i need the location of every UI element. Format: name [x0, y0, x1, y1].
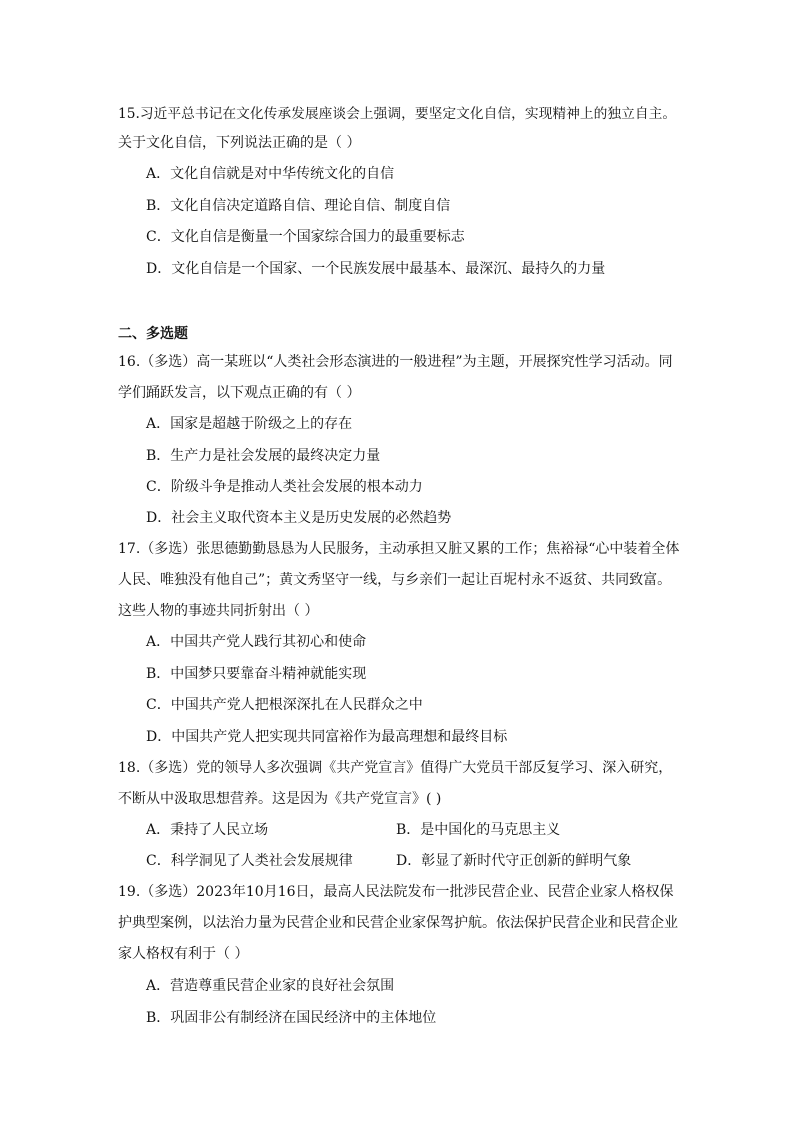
q19-stem-line2: 护典型案例，以法治力量为民营企业和民营企业家保驾护航。依法保护民营企业和民营企业 — [118, 915, 678, 931]
q16-option-d: D．社会主义取代资本主义是历史发展的必然趋势 — [146, 510, 452, 526]
q17-stem-line1: 17.（多选）张思德勤勤恳恳为人民服务，主动承担又脏又累的工作；焦裕禄“心中装着全体 — [118, 541, 680, 557]
q17-option-d: D．中国共产党人把实现共同富裕作为最高理想和最终目标 — [146, 729, 508, 745]
q18-option-a: A．秉持了人民立场 — [146, 822, 269, 838]
q18-option-b: B．是中国化的马克思主义 — [396, 822, 561, 838]
q15-option-d: D．文化自信是一个国家、一个民族发展中最基本、最深沉、最持久的力量 — [146, 261, 606, 277]
q18-option-c: C．科学洞见了人类社会发展规律 — [146, 853, 353, 869]
q18-option-d: D．彰显了新时代守正创新的鲜明气象 — [396, 853, 632, 869]
q16-stem-line2: 学们踊跃发言，以下观点正确的有（ ） — [118, 385, 361, 401]
q16-option-c: C．阶级斗争是推动人类社会发展的根本动力 — [146, 479, 423, 495]
q17-option-a: A．中国共产党人践行其初心和使命 — [146, 634, 367, 650]
q19-option-a: A．营造尊重民营企业家的良好社会氛围 — [146, 978, 395, 994]
q15-option-c: C．文化自信是衡量一个国家综合国力的最重要标志 — [146, 229, 465, 245]
q19-stem-line3: 家人格权有利于（ ） — [118, 946, 249, 962]
q17-stem-line3: 这些人物的事迹共同折射出（ ） — [118, 603, 319, 619]
q15-option-b: B．文化自信决定道路自信、理论自信、制度自信 — [146, 198, 451, 214]
q16-option-b: B．生产力是社会发展的最终决定力量 — [146, 448, 381, 464]
q16-option-a: A．国家是超越于阶级之上的存在 — [146, 416, 353, 432]
q15-option-a: A．文化自信就是对中华传统文化的自信 — [146, 166, 395, 182]
q16-stem-line1: 16.（多选）高一某班以“人类社会形态演进的一般进程”为主题，开展探究性学习活动。同 — [118, 354, 673, 370]
q15-stem-line1: 15.习近平总书记在文化传承发展座谈会上强调，要坚定文化自信，实现精神上的独立自主。 — [118, 106, 677, 122]
q17-stem-line2: 人民、唯独没有他自己”；黄文秀坚守一线，与乡亲们一起让百坭村永不返贫、共同致富。 — [118, 572, 672, 588]
q19-stem-line1: 19.（多选）2023年10月16日，最高人民法院发布一批涉民营企业、民营企业家人格权保 — [118, 884, 674, 900]
q17-option-b: B．中国梦只要靠奋斗精神就能实现 — [146, 666, 367, 682]
q18-stem-line1: 18.（多选）党的领导人多次强调《共产党宣言》值得广大党员干部反复学习、深入研究， — [118, 760, 673, 776]
q19-option-b: B．巩固非公有制经济在国民经济中的主体地位 — [146, 1010, 437, 1026]
section-heading: 二、多选题 — [118, 326, 188, 342]
q18-stem-line2: 不断从中汲取思想营养。这是因为《共产党宣言》( ) — [118, 791, 442, 807]
q17-option-c: C．中国共产党人把根深深扎在人民群众之中 — [146, 697, 423, 713]
q15-stem-line2: 关于文化自信，下列说法正确的是（ ） — [118, 135, 361, 151]
